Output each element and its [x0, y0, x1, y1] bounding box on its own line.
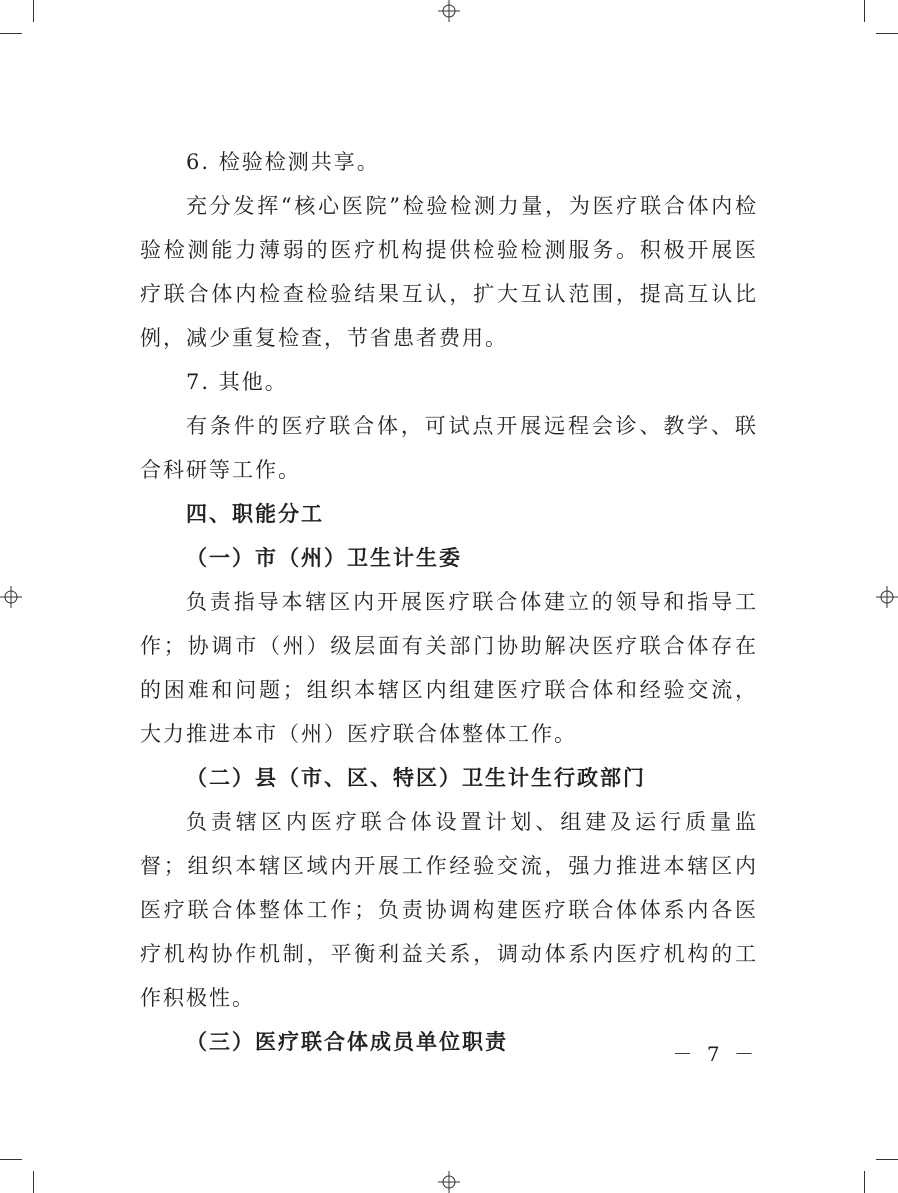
crop-mark-top-right-h	[876, 33, 898, 34]
crop-mark-bottom-left-v	[33, 1171, 34, 1193]
crop-mark-top-right-v	[864, 0, 865, 22]
paragraph-test-sharing: 充分发挥“核心医院”检验检测力量，为医疗联合体内检验检测能力薄弱的医疗机构提供检验检测服务。积极开展医疗联合体内检查检验结果互认，扩大互认范围，提高互认比例，减少重复检查，节省患者费用。	[140, 194, 758, 350]
paragraph-city-commission: 负责指导本辖区内开展医疗联合体建立的领导和指导工作；协调市（州）级层面有关部门协助解决医疗联合体存在的困难和问题；组织本辖区内组建医疗联合体和经验交流，大力推进本市（州）医疗联合体整体工作。	[140, 590, 758, 746]
crop-mark-bottom-right-v	[864, 1171, 865, 1193]
paragraph-county-department: 负责辖区内医疗联合体设置计划、组建及运行质量监督；组织本辖区域内开展工作经验交流，强力推进本辖区内医疗联合体整体工作；负责协调构建医疗联合体体系内各医疗机构协作机制，平衡利益关系，调动体系内医疗机构的工作积极性。	[140, 810, 758, 1010]
paragraph-other: 有条件的医疗联合体，可试点开展远程会诊、教学、联合科研等工作。	[140, 414, 758, 482]
registration-mark-bottom-icon	[438, 1171, 460, 1193]
page-number: － 7 －	[672, 1042, 758, 1066]
crop-mark-bottom-right-h	[876, 1159, 898, 1160]
registration-mark-left-icon	[0, 586, 22, 608]
item-heading-6: 6. 检验检测共享。	[186, 150, 380, 174]
section-heading-4: 四、职能分工	[186, 501, 324, 526]
document-body	[140, 140, 758, 1064]
registration-mark-top-icon	[438, 0, 460, 22]
subsection-heading-3: （三）医疗联合体成员单位职责	[186, 1029, 508, 1054]
subsection-heading-1: （一）市（州）卫生计生委	[186, 545, 462, 570]
subsection-heading-2: （二）县（市、区、特区）卫生计生行政部门	[186, 765, 646, 790]
crop-mark-top-left-v	[33, 0, 34, 22]
crop-mark-top-left-h	[0, 33, 22, 34]
item-heading-7: 7. 其他。	[186, 370, 288, 394]
registration-mark-right-icon	[876, 586, 898, 608]
crop-mark-bottom-left-h	[0, 1159, 22, 1160]
